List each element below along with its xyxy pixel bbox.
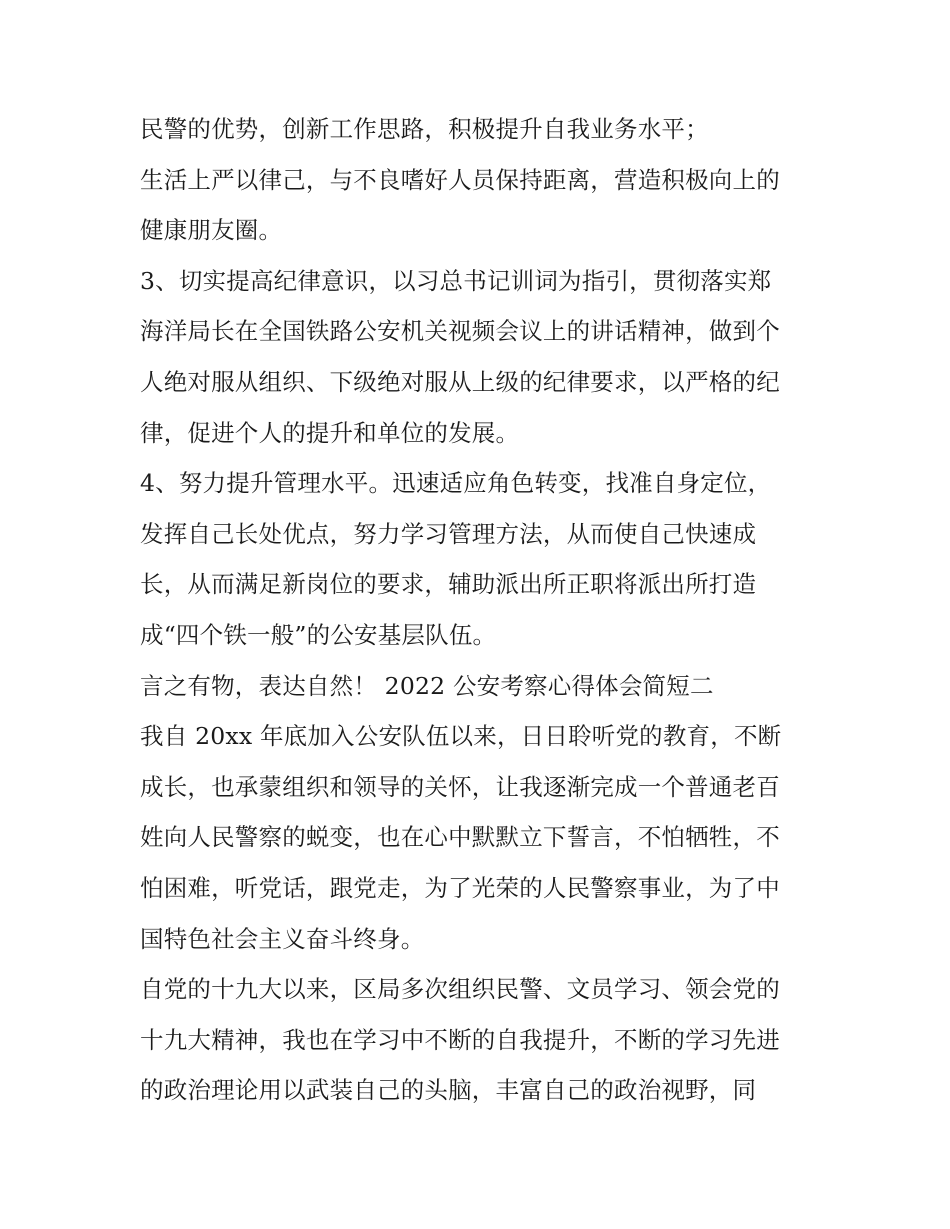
text-line: 成长，也承蒙组织和领导的关怀，让我逐渐完成一个普通老百 — [140, 772, 780, 801]
text-line: 怕困难，听党话，跟党走，为了光荣的人民警察事业，为了中 — [140, 873, 780, 902]
text-line: 4、努力提升管理水平。迅速适应角色转变，找准自身定位， — [140, 469, 772, 498]
text-line: 十九大精神，我也在学习中不断的自我提升，不断的学习先进 — [140, 1025, 780, 1054]
text-line: 自党的十九大以来，区局多次组织民警、文员学习、领会党的 — [140, 975, 780, 1004]
text-line: 律，促进个人的提升和单位的发展。 — [140, 418, 520, 447]
text-line: 发挥自己长处优点，努力学习管理方法，从而使自己快速成 — [140, 519, 757, 548]
text-line: 国特色社会主义奋斗终身。 — [140, 924, 425, 953]
text-line: 健康朋友圈。 — [140, 216, 283, 245]
text-line: 成“四个铁一般”的公安基层队伍。 — [140, 620, 497, 649]
text-line: 民警的优势，创新工作思路，积极提升自我业务水平； — [140, 115, 709, 143]
text-line: 生活上严以律己，与不良嗜好人员保持距离，营造积极向上的 — [140, 165, 780, 194]
text-line: 海洋局长在全国铁路公安机关视频会议上的讲话精神，做到个 — [140, 317, 780, 346]
text-line: 人绝对服从组织、下级绝对服从上级的纪律要求，以严格的纪 — [140, 367, 780, 396]
text-line: 姓向人民警察的蜕变，也在心中默默立下誓言，不怕牺牲，不 — [140, 823, 780, 852]
text-line: 长，从而满足新岗位的要求，辅助派出所正职将派出所打造 — [140, 570, 757, 599]
section-heading: 言之有物，表达自然！ 2022 公安考察心得体会简短二 — [140, 671, 714, 700]
text-line: 我自 20xx 年底加入公安队伍以来，日日聆听党的教育，不断 — [140, 722, 782, 751]
text-line: 的政治理论用以武装自己的头脑，丰富自己的政治视野，同 — [140, 1076, 757, 1105]
document-body — [140, 104, 820, 1116]
text-line: 3、切实提高纪律意识，以习总书记训词为指引，贯彻落实郑 — [140, 266, 772, 295]
